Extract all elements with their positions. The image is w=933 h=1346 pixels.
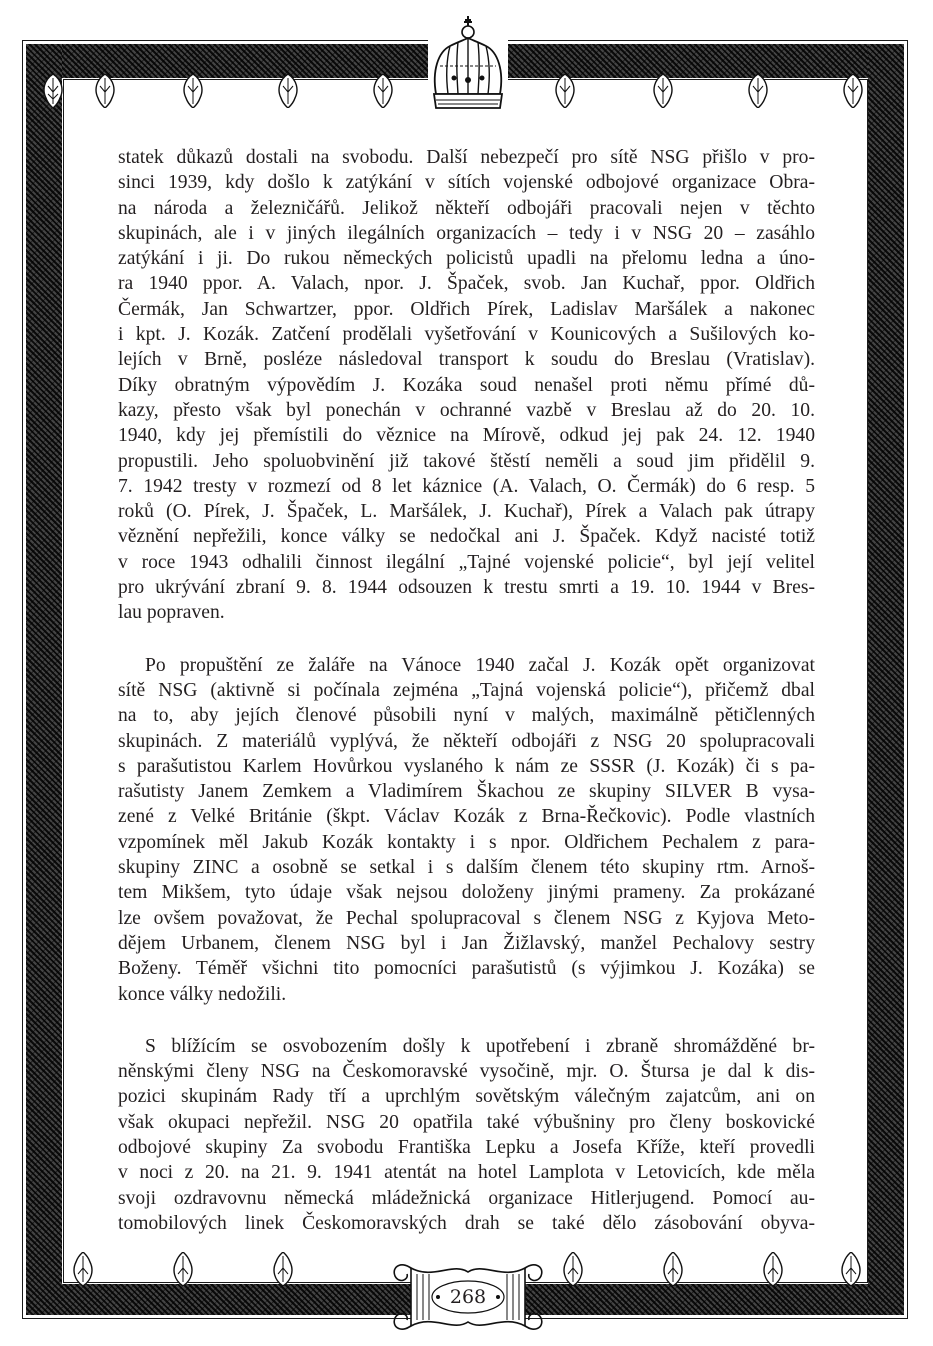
text-line: v roce 1943 odhalili činnost ilegální „Tajné vojenské policie“, byl její velitel xyxy=(118,551,815,573)
ornamental-border-left xyxy=(26,44,62,1315)
text-line: zatýkání i ji. Do rukou německých policistů upadli na přelomu ledna a úno- xyxy=(118,248,815,270)
text-line: 1940, kdy jej přemístili do věznice na Mírově, odkud jej pak 24. 12. 1940 xyxy=(118,425,815,447)
acanthus-leaf-icon xyxy=(650,74,676,108)
text-line: sítě NSG (aktivně si počínala zejména „Tajná vojenská policie“), přičemž dbal xyxy=(118,679,815,701)
text-line: na národa a železničářů. Jelikož někteří odbojáři pracovali nejen v těchto xyxy=(118,197,815,219)
acanthus-leaf-icon xyxy=(40,74,66,108)
acanthus-leaf-icon xyxy=(170,1252,196,1286)
acanthus-leaf-icon xyxy=(560,1252,586,1286)
text-line: roků (O. Pírek, J. Špaček, L. Maršálek, J. Kuchař), Pírek a Valach pak útrapy xyxy=(118,501,815,523)
crown-icon xyxy=(428,16,508,116)
text-line: zené z Velké Británie (škpt. Václav Kozák z Brna-Řečkovic). Podle vlastních xyxy=(118,806,815,828)
text-line: lejích v Brně, posléze následoval transport k soudu do Breslau (Vratislav). xyxy=(118,349,815,371)
page-number: 268 xyxy=(449,1286,487,1308)
acanthus-leaf-icon xyxy=(838,1252,864,1286)
text-line: ra 1940 ppor. A. Valach, npor. J. Špaček, svob. Jan Kuchař, ppor. Oldřich xyxy=(118,273,815,295)
text-line: tomobilových linek Českomoravských drah se také dělo zásobování obyva- xyxy=(118,1212,815,1234)
text-line: kazy, přesto však byl ponechán v ochranné vazbě v Breslau až do 20. 10. xyxy=(118,399,815,421)
text-line: vzpomínek měl Jakub Kozák kontakty i s npor. Oldřichem Pechalem z para- xyxy=(118,831,815,853)
text-line: i kpt. J. Kozák. Zatčení prodělali vyšetřování v Kounicových a Sušilových ko- xyxy=(118,324,815,346)
ornamental-border-right xyxy=(868,44,904,1315)
text-line: v noci z 20. na 21. 9. 1941 atentát na hotel Lamplota v Letovicích, kde měla xyxy=(118,1162,815,1184)
acanthus-leaf-icon xyxy=(275,74,301,108)
text-line: Díky obratným výpovědím J. Kozáka soud nenašel proti němu přímé dů- xyxy=(118,374,815,396)
acanthus-leaf-icon xyxy=(370,74,396,108)
text-line: pozici skupinám Rady tří a uprchlým sovětským válečným zajatcům, ani on xyxy=(118,1086,815,1108)
text-line: lau popraven. xyxy=(118,602,225,624)
paragraph xyxy=(118,145,815,626)
text-line: odbojové skupiny Za svobodu Františka Lepku a Josefa Kříže, kteří provedli xyxy=(118,1136,815,1158)
text-line: statek důkazů dostali na svobodu. Další nebezpečí pro sítě NSG přišlo v pro- xyxy=(118,147,815,168)
text-line: něnskými členy NSG na Českomoravské vysočině, mjr. O. Štursa je dal k dis- xyxy=(118,1061,815,1083)
text-line: Čermák, Jan Schwartzer, ppor. Oldřich Pírek, Ladislav Maršálek a nakonec xyxy=(118,298,815,320)
acanthus-leaf-icon xyxy=(552,74,578,108)
acanthus-leaf-icon xyxy=(70,1252,96,1286)
text-line: konce války nedožili. xyxy=(118,983,287,1005)
text-line: skupiny ZINC a osobně se setkal i s dalším členem této skupiny rtm. Arnoš- xyxy=(118,857,815,879)
paragraph-gap xyxy=(118,626,815,653)
text-line: sinci 1939, kdy došlo k zatýkání v sítích vojenské odbojové organizace Obra- xyxy=(118,172,815,194)
text-line: s parašutistou Karlem Hovůrkou vyslaného k nám ze SSSR (J. Kozák) či s pa- xyxy=(118,755,815,777)
text-line: 7. 1942 tresty v rozmezí od 8 let káznice (A. Valach, O. Čermák) do 6 resp. 5 xyxy=(118,475,815,497)
acanthus-leaf-icon xyxy=(180,74,206,108)
text-line: pro ukrývání zbraní 9. 8. 1944 odsouzen k trestu smrti a 19. 10. 1944 v Bres- xyxy=(118,577,815,599)
text-line: rašutisty Janem Zemkem a Vladimírem Škachou ze skupiny SILVER B vysa- xyxy=(118,781,815,803)
acanthus-leaf-icon xyxy=(270,1252,296,1286)
acanthus-leaf-icon xyxy=(840,74,866,108)
text-line: Boženy. Téměř všichni tito pomocníci parašutistů (s výjimkou J. Kozáka) se xyxy=(118,958,815,980)
text-line: lze ovšem považovat, že Pechal spolupracoval s členem NSG z Kyjova Meto- xyxy=(118,907,815,929)
text-line: věznění nepřežili, konce války se nedočkal ani J. Špaček. Když nacisté totiž xyxy=(118,526,815,548)
acanthus-leaf-icon xyxy=(92,74,118,108)
paragraph xyxy=(118,1034,815,1236)
text-line: však okupaci nepřežil. NSG 20 opatřila také výbušniny pro členy boskovické xyxy=(118,1111,815,1133)
acanthus-leaf-icon xyxy=(745,74,771,108)
acanthus-leaf-icon xyxy=(760,1252,786,1286)
paragraph xyxy=(118,653,815,1007)
text-line: Po propuštění ze žaláře na Vánoce 1940 začal J. Kozák opět organizovat xyxy=(145,654,815,676)
text-line: tem Mikšem, tyto údaje však nejsou doloženy jinými prameny. Za prokázané xyxy=(118,882,815,904)
body-text xyxy=(118,145,815,1236)
text-line: propustili. Jeho spoluobvinění již takové štěstí neměli a soud jim přidělil 9. xyxy=(118,450,815,472)
text-line: S blížícím se osvobozením došly k upotřebení i zbraně shromážděné br- xyxy=(145,1035,815,1057)
text-line: dějem Urbanem, členem NSG byl i Jan Žižlavský, manžel Pechalovy sestry xyxy=(118,932,815,954)
text-line: skupinách, ale i v jiných ilegálních organizacích – tedy i v NSG 20 – zasáhlo xyxy=(118,222,815,244)
acanthus-leaf-icon xyxy=(660,1252,686,1286)
paragraph-gap xyxy=(118,1007,815,1034)
text-line: na to, aby jejích členové působili nyní v malých, maximálně pětičlenných xyxy=(118,705,815,727)
text-line: svoji ozdravovnu německá mládežnická organizace Hitlerjugend. Pomocí au- xyxy=(118,1187,815,1209)
text-line: skupinách. Z materiálů vyplývá, že někteří odbojáři z NSG 20 spolupracovali xyxy=(118,730,815,752)
